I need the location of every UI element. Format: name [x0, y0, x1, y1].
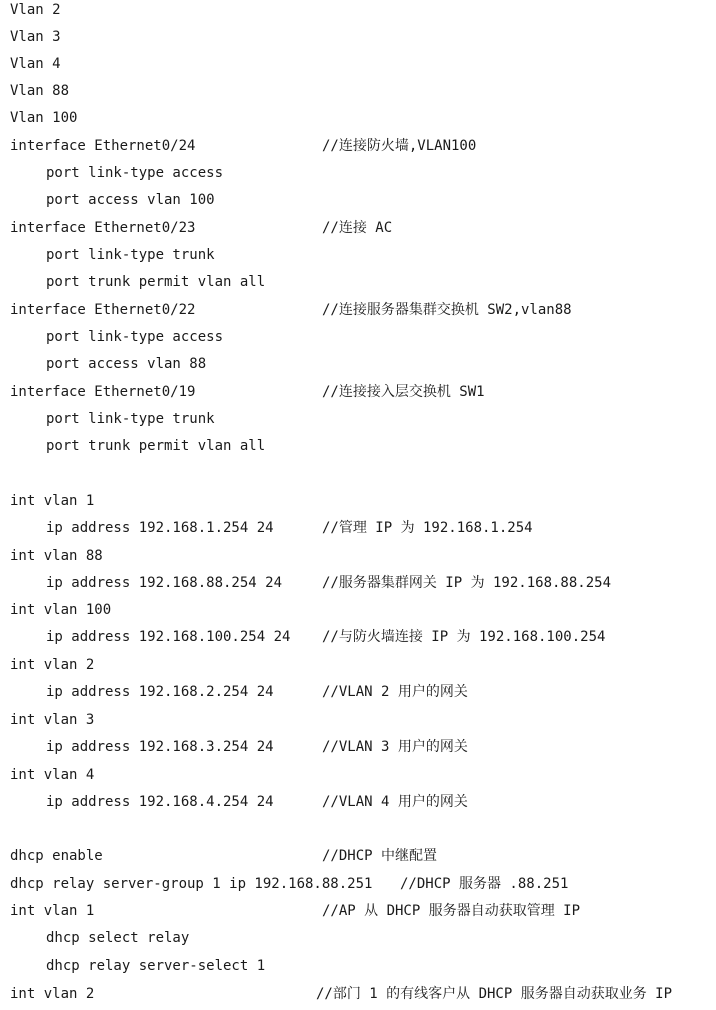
config-command: int vlan 1 — [10, 493, 95, 509]
config-comment: //连接服务器集群交换机 SW2,vlan88 — [322, 302, 572, 318]
config-line — [0, 981, 716, 1008]
config-command: port access vlan 88 — [46, 356, 207, 372]
config-line — [0, 570, 716, 597]
config-line — [0, 0, 716, 24]
config-command: port trunk permit vlan all — [46, 438, 266, 454]
config-line — [0, 51, 716, 78]
config-comment: //DHCP 服务器 .88.251 — [400, 876, 569, 892]
config-comment: //服务器集群网关 IP 为 192.168.88.254 — [322, 575, 612, 591]
config-line — [0, 433, 716, 460]
config-line — [0, 543, 716, 570]
config-line — [0, 707, 716, 734]
config-line — [0, 953, 716, 980]
config-line — [0, 597, 716, 624]
config-command: dhcp relay server-select 1 — [46, 958, 266, 974]
config-line — [0, 406, 716, 433]
config-line — [0, 379, 716, 406]
config-command: ip address 192.168.88.254 24 — [46, 575, 283, 591]
config-command: int vlan 2 — [10, 986, 95, 1002]
config-command: interface Ethernet0/24 — [10, 138, 196, 154]
config-comment: //与防火墙连接 IP 为 192.168.100.254 — [322, 629, 606, 645]
config-comment: //VLAN 4 用户的网关 — [322, 794, 468, 810]
config-command: int vlan 2 — [10, 657, 95, 673]
config-line — [0, 762, 716, 789]
config-line — [0, 789, 716, 816]
config-line — [0, 324, 716, 351]
config-comment: //连接接入层交换机 SW1 — [322, 384, 485, 400]
config-line — [0, 679, 716, 706]
config-command: int vlan 4 — [10, 767, 95, 783]
config-line — [0, 105, 716, 132]
config-line — [0, 242, 716, 269]
config-line — [0, 160, 716, 187]
config-line — [0, 925, 716, 952]
config-comment: //VLAN 3 用户的网关 — [322, 739, 468, 755]
config-command: Vlan 100 — [10, 110, 78, 126]
config-line — [0, 624, 716, 651]
config-command: int vlan 88 — [10, 548, 103, 564]
config-command: dhcp enable — [10, 848, 103, 864]
config-line — [0, 652, 716, 679]
config-command: port link-type access — [46, 329, 224, 345]
config-comment: //连接防火墙,VLAN100 — [322, 138, 477, 154]
config-command: port link-type trunk — [46, 411, 215, 427]
config-line — [0, 297, 716, 324]
config-command: ip address 192.168.3.254 24 — [46, 739, 274, 755]
config-command: Vlan 2 — [10, 2, 61, 18]
config-command: int vlan 3 — [10, 712, 95, 728]
config-command: port access vlan 100 — [46, 192, 215, 208]
config-command: interface Ethernet0/23 — [10, 220, 196, 236]
config-line — [0, 843, 716, 870]
config-line — [0, 269, 716, 296]
config-command: ip address 192.168.4.254 24 — [46, 794, 274, 810]
config-command: dhcp relay server-group 1 ip 192.168.88.251 — [10, 876, 373, 892]
config-line — [0, 133, 716, 160]
config-line — [0, 734, 716, 761]
config-comment: //VLAN 2 用户的网关 — [322, 684, 468, 700]
config-line — [0, 78, 716, 105]
config-comment: //DHCP 中继配置 — [322, 848, 438, 864]
config-command: ip address 192.168.1.254 24 — [46, 520, 274, 536]
config-comment: //管理 IP 为 192.168.1.254 — [322, 520, 533, 536]
config-line — [0, 871, 716, 898]
config-command: ip address 192.168.100.254 24 — [46, 629, 291, 645]
config-command: Vlan 88 — [10, 83, 70, 99]
config-command: Vlan 4 — [10, 56, 61, 72]
config-comment: //部门 1 的有线客户从 DHCP 服务器自动获取业务 IP — [316, 986, 673, 1002]
config-command: port trunk permit vlan all — [46, 274, 266, 290]
config-line — [0, 351, 716, 378]
config-command: ip address 192.168.2.254 24 — [46, 684, 274, 700]
config-command: dhcp select relay — [46, 930, 190, 946]
config-command: interface Ethernet0/22 — [10, 302, 196, 318]
config-line — [0, 488, 716, 515]
config-line — [0, 24, 716, 51]
config-comment: //AP 从 DHCP 服务器自动获取管理 IP — [322, 903, 581, 919]
config-line — [0, 898, 716, 925]
config-command: Vlan 3 — [10, 29, 61, 45]
config-command: int vlan 100 — [10, 602, 112, 618]
config-command: port link-type access — [46, 165, 224, 181]
config-command: interface Ethernet0/19 — [10, 384, 196, 400]
config-line — [0, 187, 716, 214]
config-command: int vlan 1 — [10, 903, 95, 919]
config-line — [0, 215, 716, 242]
config-comment: //连接 AC — [322, 220, 393, 236]
config-line — [0, 515, 716, 542]
config-command: port link-type trunk — [46, 247, 215, 263]
